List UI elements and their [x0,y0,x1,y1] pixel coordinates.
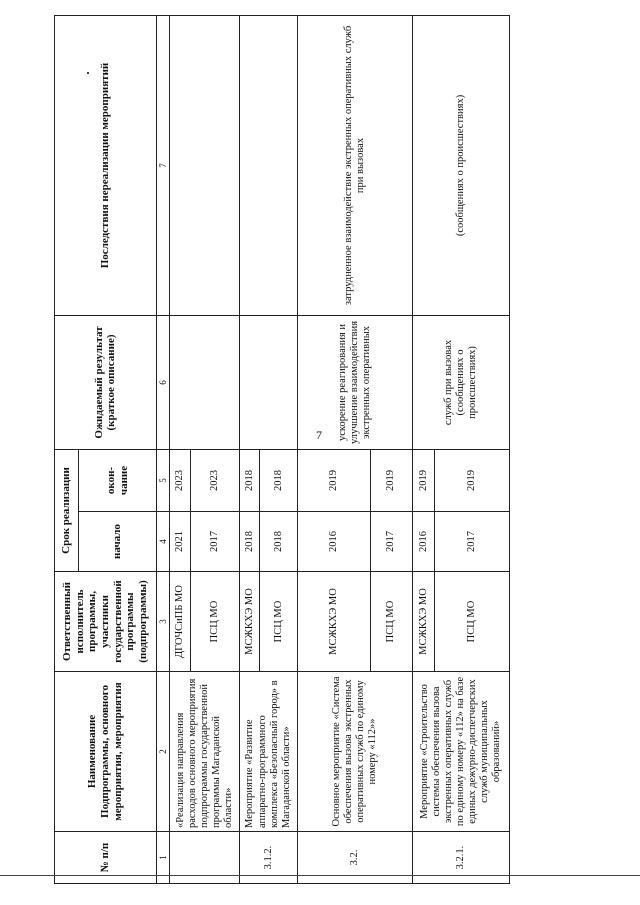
row-executor: ДГОЧСиПБ МО [170,572,191,672]
row-end: 2019 [370,449,412,511]
header-consequences: Последствия нереализации мероприятий [55,15,157,315]
row-num: 3.2.1. [413,832,510,884]
activities-table [54,15,510,884]
row-name: Мероприятие «Строительство системы обеспечения вызова экстренных оперативных служб по единому номеру «112» на базе единых дежурно-диспетчерских служб муниципальных образований» [413,672,510,832]
header-end: окон-чание [79,449,157,511]
row-start: 2017 [370,512,412,572]
row-num: 3.2. [297,832,412,884]
col-index-2: 2 [156,672,169,832]
col-index-7: 7 [156,15,169,315]
row-start: 2016 [297,512,370,572]
row-start: 2018 [240,512,260,572]
header-num: № п/п [55,832,157,884]
row-name: Мероприятие «Развитие аппаратно-программного комплекса «Безопасный город» в Магаданской области» [240,672,298,832]
row-executor: МСЖКХЭ МО [297,572,370,672]
footer-rule [0,875,640,876]
col-index-3: 3 [156,572,169,672]
row-consequences: (сообщениях о происшествиях) [413,15,510,315]
row-end: 2023 [170,449,191,511]
page-number: 7 [316,428,322,442]
header-result: Ожидаемый результат (краткое описание) [55,315,157,449]
row-result [240,315,298,449]
row-end: 2018 [240,449,260,511]
header-term: Срок реализации [55,449,79,571]
table-rotated [54,16,510,884]
header-start: начало [79,512,157,572]
row-executor: ПСЦ МО [260,572,298,672]
row-result: ускорение реагирования и улучшение взаимодействия экстренных оперативных [297,315,412,449]
row-executor: МСЖКХЭ МО [413,572,435,672]
header-name: Наименование Подпрограммы, основного мероприятия, мероприятия [55,672,157,832]
row-start: 2018 [260,512,298,572]
row-end: 2019 [297,449,370,511]
row-executor: МСЖКХЭ МО [240,572,260,672]
row-consequences: затрудненное взаимодействие экстренных оперативных служб при вызовах [297,15,412,315]
row-end: 2023 [191,449,240,511]
row-consequences [170,15,240,315]
row-result [170,315,240,449]
row-name: Основное мероприятие «Система обеспечения вызова экстренных оперативных служб по единому номеру «112»» [297,672,412,832]
col-index-6: 6 [156,315,169,449]
row-executor: ПСЦ МО [370,572,412,672]
row-result: служб при вызовах (сообщениях о происшествиях) [413,315,510,449]
row-start: 2017 [435,512,510,572]
row-num: 3.1.2. [240,832,298,884]
row-name: «Реализация направления расходов основного мероприятия подпрограммы государственной программы Магаданской области» [170,672,240,832]
header-executor: Ответственный исполнитель программы, участники государственной программы (подпрограммы) [55,572,157,672]
row-start: 2017 [191,512,240,572]
row-executor: ПСЦ МО [435,572,510,672]
col-index-4: 4 [156,512,169,572]
col-index-5: 5 [156,449,169,511]
col-index-1: 1 [156,832,169,884]
row-end: 2019 [435,449,510,511]
row-executor: ПСЦ МО [191,572,240,672]
row-start: 2016 [413,512,435,572]
row-consequences [240,15,298,315]
row-end: 2019 [413,449,435,511]
row-end: 2018 [260,449,298,511]
row-start: 2021 [170,512,191,572]
